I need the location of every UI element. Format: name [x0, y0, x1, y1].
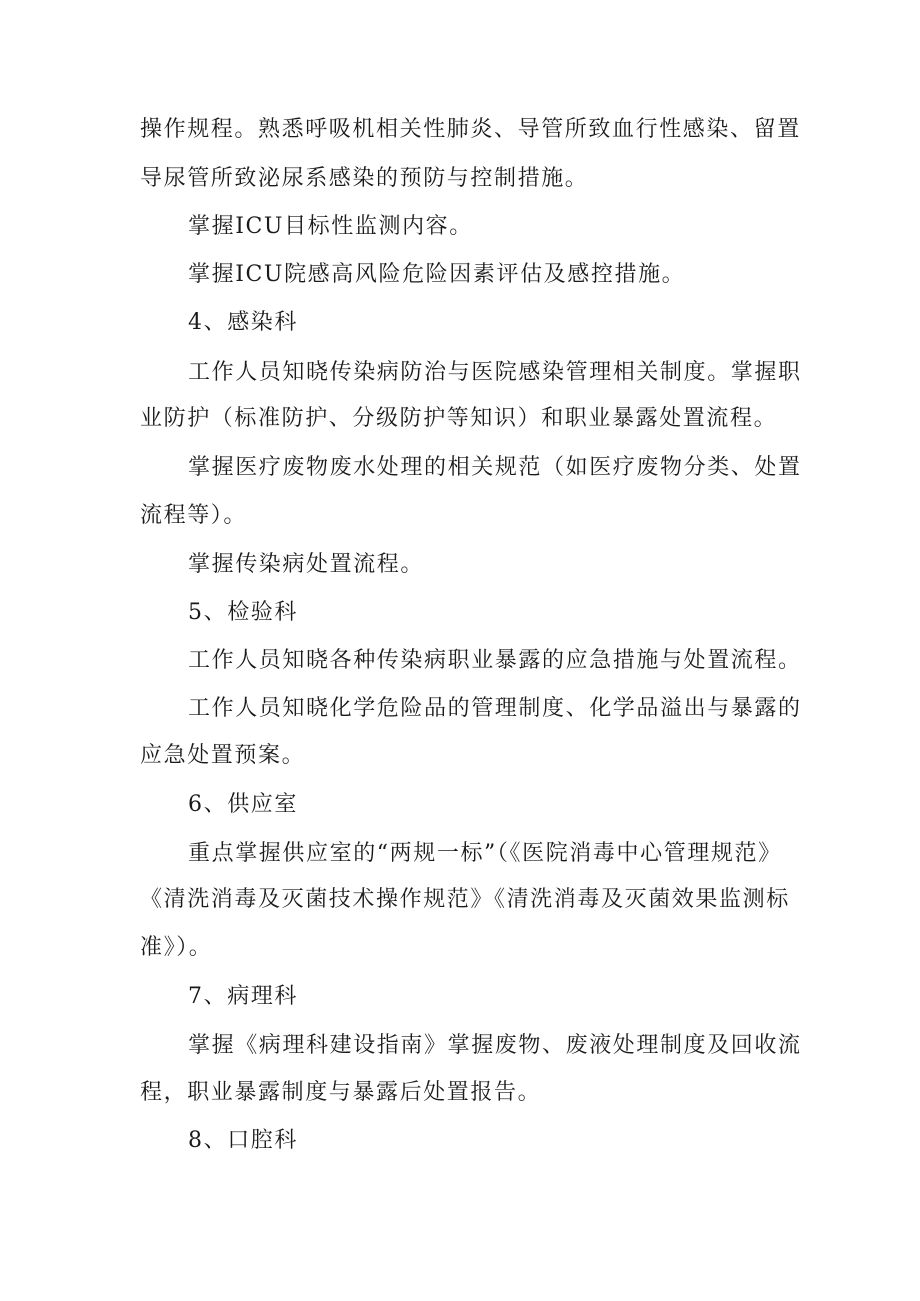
paragraph-line: 流程等）。: [140, 503, 248, 528]
paragraph-line: 程，职业暴露制度与暴露后处置报告。: [140, 1080, 542, 1105]
paragraph-line: 工作人员知晓各种传染病职业暴露的应急措施与处置流程。: [188, 648, 802, 673]
paragraph-line: 准》）。: [140, 935, 213, 960]
paragraph-line: 《清洗消毒及灭菌技术操作规范》《清洗消毒及灭菌效果监测标: [140, 887, 790, 912]
paragraph-line: 工作人员知晓传染病防治与医院感染管理相关制度。掌握职: [188, 360, 802, 385]
paragraph-line: 操作规程。熟悉呼吸机相关性肺炎、导管所致血行性感染、留置: [140, 117, 801, 142]
section-heading: 4、感染科: [188, 310, 298, 335]
paragraph-line: 掌握医疗废物废水处理的相关规范（如医疗废物分类、处置: [188, 455, 802, 480]
paragraph-line: 掌握传染病处置流程。: [188, 552, 425, 577]
paragraph-line: 业防护（标准防护、分级防护等知识）和职业暴露处置流程。: [140, 406, 778, 431]
paragraph-line: 掌握ICU目标性监测内容。: [188, 214, 473, 239]
paragraph-line: 导尿管所致泌尿系感染的预防与控制措施。: [140, 166, 589, 191]
section-heading: 5、检验科: [188, 600, 298, 625]
paragraph-line: 重点掌握供应室的“两规一标”（《医院消毒中心管理规范》: [188, 841, 782, 866]
paragraph-line: 掌握《病理科建设指南》掌握废物、废液处理制度及回收流: [188, 1033, 802, 1058]
paragraph-line: 工作人员知晓化学危险品的管理制度、化学品溢出与暴露的: [188, 696, 802, 721]
paragraph-line: 应急处置预案。: [140, 743, 306, 768]
section-heading: 8、口腔科: [188, 1128, 298, 1153]
section-heading: 7、病理科: [188, 984, 298, 1009]
section-heading: 6、供应室: [188, 792, 298, 817]
paragraph-line: 掌握ICU院感高风险危险因素评估及感控措施。: [188, 262, 686, 287]
